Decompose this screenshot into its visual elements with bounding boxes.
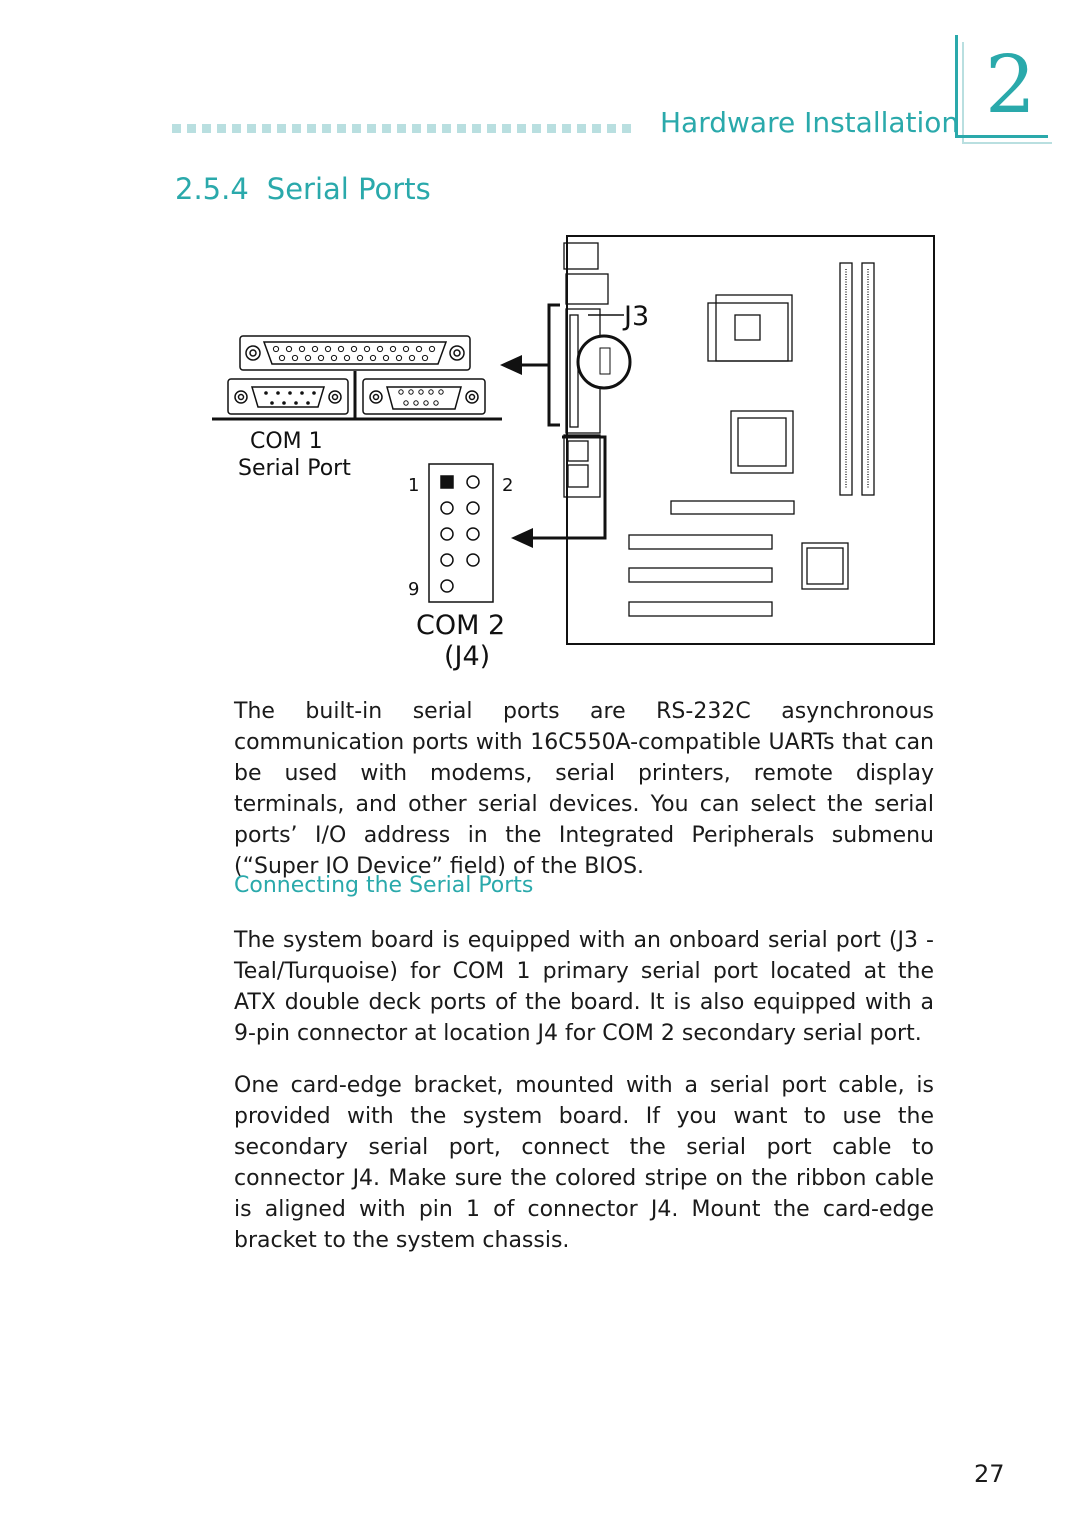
subheading-connecting: Connecting the Serial Ports — [234, 873, 534, 898]
serial-port-label: Serial Port — [238, 456, 351, 481]
connect-paragraph-2: One card-edge bracket, mounted with a serial port cable, is provided with the system board. If you want to use the secondary serial port, connect the serial port cable to connector J4. Make sure the colored stripe on the ribbon cable is aligned with pin 1 of connector J4. Mount the card-edge bracket to the system chassis. — [234, 1073, 934, 1253]
pin-9-label: 9 — [408, 579, 420, 600]
j4-pin-header — [429, 464, 493, 602]
j3-highlight-circle — [578, 336, 630, 388]
connect-paragraph-1: The system board is equipped with an onboard serial port (J3 - Teal/Turquoise) for COM 1 primary serial port located at the ATX double deck ports of the board. It is also equipped with a 9-pin connector at location J4 for COM 2 secondary serial port. — [234, 928, 934, 1046]
j4-label: (J4) — [444, 641, 491, 672]
header-dot-rule — [172, 124, 652, 134]
motherboard-outline — [567, 236, 934, 644]
expansion-slots — [629, 501, 794, 616]
serial-pins — [264, 391, 316, 405]
pin-2-label: 2 — [502, 475, 514, 496]
intro-paragraph: The built-in serial ports are RS-232C asynchronous communication ports with 16C550A-compatible UARTs that can be used with modems, serial printers, remote display terminals, and other serial devices. You can select the serial ports’ I/O address in the Integrated Peripherals submenu (“Super IO Device” field) of the BIOS. — [234, 699, 934, 879]
chapter-number: 2 — [985, 38, 1036, 131]
southbridge-chip — [802, 543, 848, 589]
chapter-title: Hardware Installation — [660, 106, 960, 139]
com1-label: COM 1 — [250, 429, 323, 454]
pin-1-label: 1 — [408, 475, 420, 496]
j3-label: J3 — [624, 301, 650, 332]
section-heading — [175, 172, 431, 206]
dimm-slots — [840, 263, 874, 495]
com2-label: COM 2 — [416, 610, 506, 641]
serial-ports-diagram — [200, 225, 940, 675]
section-number: 2.5.4 — [175, 172, 249, 206]
section-title: Serial Ports — [266, 172, 431, 206]
cpu-socket — [708, 295, 792, 361]
northbridge-chip — [731, 411, 793, 473]
connector-pins — [273, 346, 443, 405]
arrow-heads — [500, 355, 533, 548]
page-number: 27 — [974, 1460, 1005, 1488]
